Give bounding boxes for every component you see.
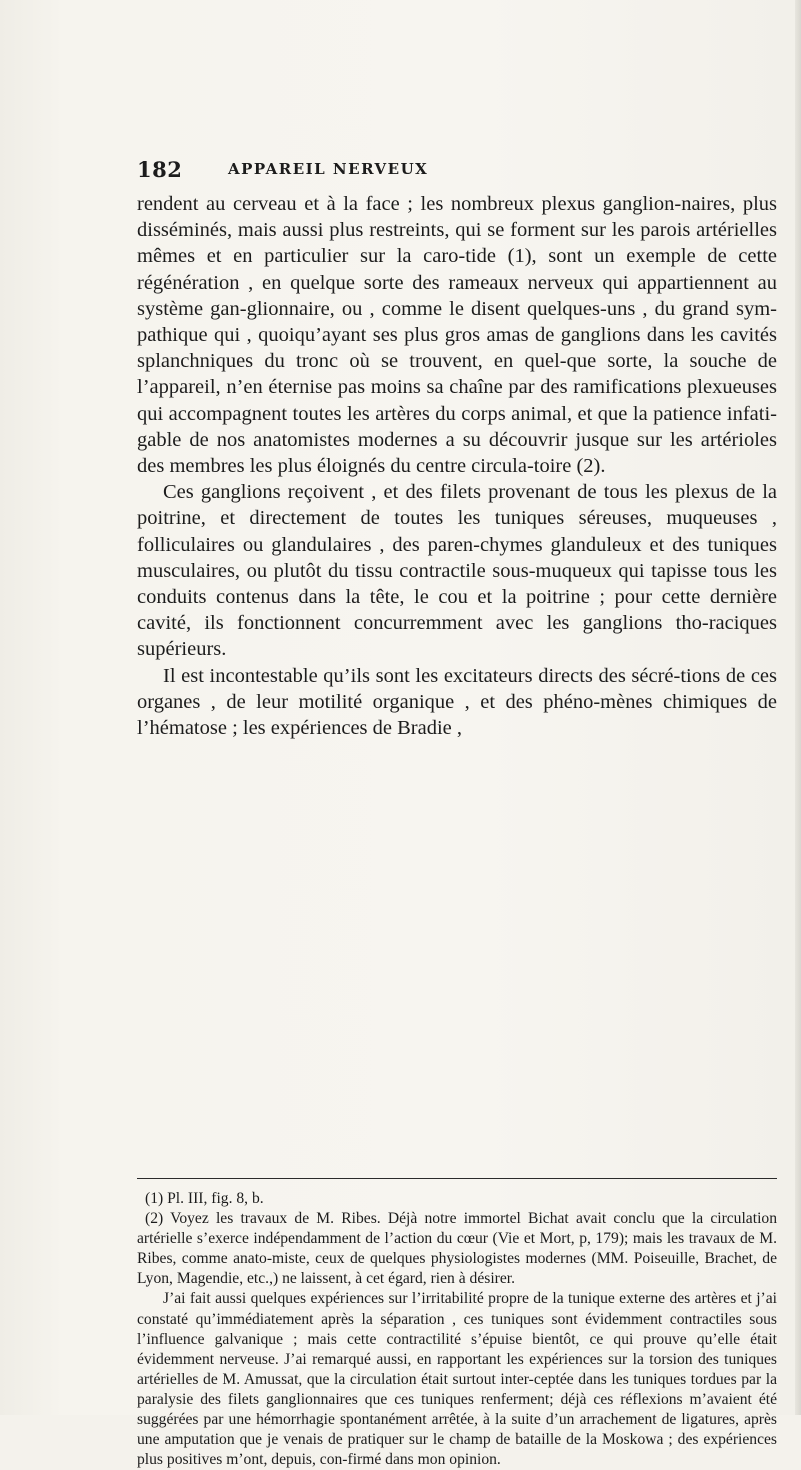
page-edge [795, 0, 801, 1415]
footnote-1: (1) Pl. III, fig. 8, b. [145, 1190, 264, 1207]
footnote-2: (2) Voyez les travaux de M. Ribes. Déjà notre immortel Bichat avait conclu que la circulation artérielle s’exerce indépendamment de l’action du cœur (Vie et Mort, p, 179); mais les travaux de M. Ribes, comme anato-miste, ceux de quelques physiologistes modernes (MM. Poiseuille, Brachet, de Lyon, Magendie, etc.,) ne laissent, à cet égard, rien à désirer. [137, 1210, 777, 1288]
main-text [137, 191, 777, 741]
page-header [137, 157, 777, 187]
footnote-2-continuation: J’ai fait aussi quelques expériences sur l’irritabilité propre de la tunique externe des artères et j’ai constaté qu’immédiatement après la séparation , ces tuniques sont évidemment contractiles sous l’influence galvanique ; mais cette contractilité s’épuise bientôt, ce qui prouve qu’elle était évidemment nerveuse. J’ai remarqué aussi, en rapportant les expériences sur la torsion des tuniques artérielles de M. Amussat, que la circulation était surtout inter-ceptée dans les tuniques tordues par la paralysie des filets ganglionnaires que ces tuniques renferment; déjà ces réflexions m’avaient été suggérées par une hémorrhagie spontanément arrêtée, à la suite d’un arrachement de ligatures, après une amputation que je venais de pratiquer sur le champ de bataille de la Moskowa ; des expériences plus positives m’ont, depuis, con-firmé dans mon opinion. [137, 1290, 777, 1469]
running-head: APPAREIL NERVEUX [228, 160, 429, 178]
paragraph: Il est incontestable qu’ils sont les excitateurs directs des sécré-tions de ces organes , de leur motilité organique , et des phéno-mènes chimiques de l’hématose ; les expériences de Bradie , [137, 664, 777, 740]
footnote-divider [137, 1178, 777, 1179]
paragraph: Ces ganglions reçoivent , et des filets provenant de tous les plexus de la poitrine, et directement de toutes les tuniques séreuses, muqueuses , folliculaires ou glandulaires , des paren-chymes glanduleux et des tuniques musculaires, ou plutôt du tissu contractile sous-muqueux qui tapisse tous les conduits contenus dans la tête, le cou et la poitrine ; pour cette dernière cavité, ils fonctionnent concurremment avec les ganglions tho-raciques supérieurs. [137, 481, 777, 661]
footnotes [137, 1189, 777, 1470]
page-number: 182 [137, 157, 183, 182]
paragraph: rendent au cerveau et à la face ; les nombreux plexus ganglion-naires, plus disséminés, mais aussi plus restreints, qui se forment sur les parois artérielles mêmes et en particulier sur la caro-tide (1), sont un exemple de cette régénération , en quelque sorte des rameaux nerveux qui appartiennent au système gan-glionnaire, ou , comme le disent quelques-uns , du grand sym-pathique qui , quoiqu’ayant ses plus gros amas de ganglions dans les cavités splanchniques du tronc où se trouvent, en quel-que sorte, la souche de l’appareil, n’en éternise pas moins sa chaîne par des ramifications plexueuses qui accompagnent toutes les artères du corps animal, et que la patience infati-gable de nos anatomistes modernes a su découvrir jusque sur les artérioles des membres les plus éloignés du centre circula-toire (2). [137, 193, 777, 478]
